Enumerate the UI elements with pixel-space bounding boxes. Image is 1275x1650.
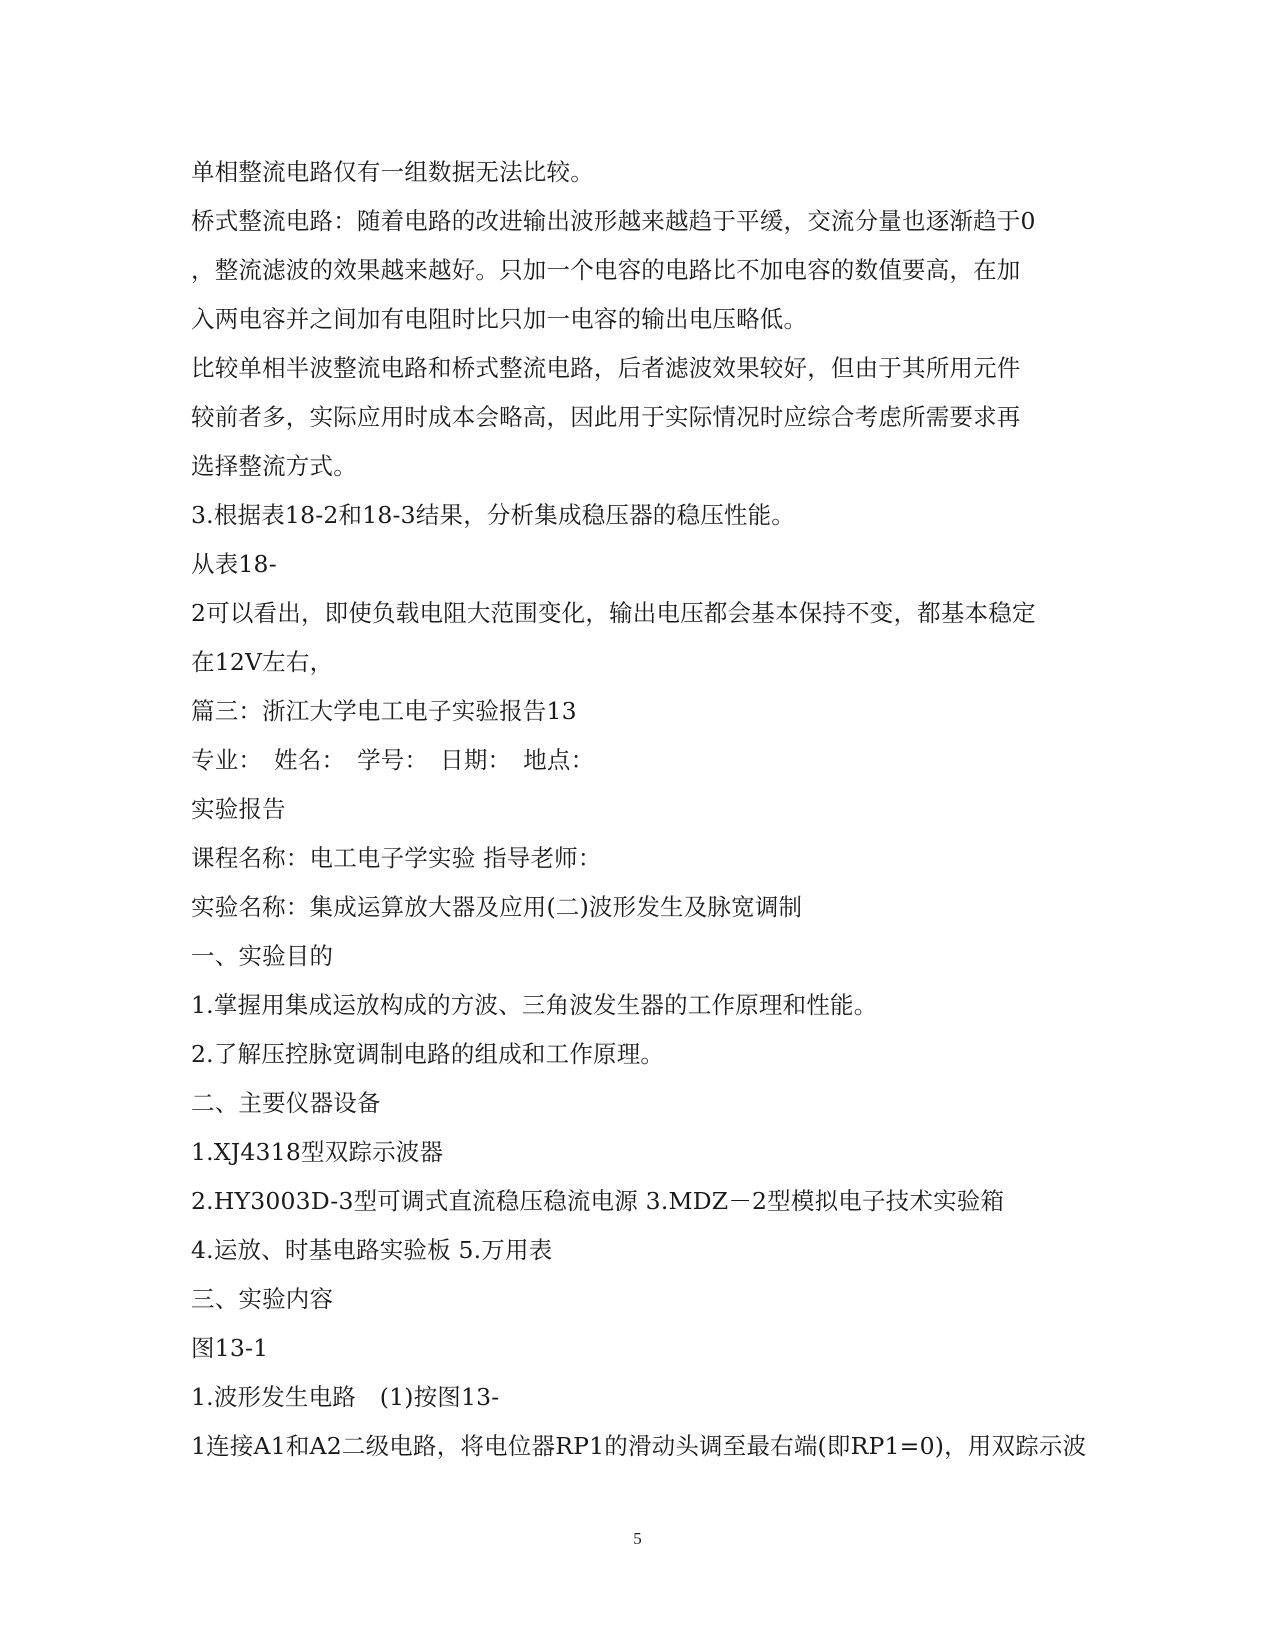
info-fields: 专业： 姓名： 学号： 日期： 地点：	[191, 746, 595, 774]
body-text	[191, 148, 1087, 1471]
text-line: 在12V左右，	[191, 648, 334, 676]
text-line: 桥式整流电路：随着电路的改进输出波形越来越趋于平缓，交流分量也逐渐趋于0	[191, 207, 1036, 235]
text-line: 2可以看出，即使负载电阻大范围变化，输出电压都会基本保持不变，都基本稳定	[191, 599, 1036, 627]
text-line: 3.根据表18-2和18-3结果，分析集成稳压器的稳压性能。	[191, 501, 796, 529]
text-line: 选择整流方式。	[191, 452, 357, 480]
text-line: 较前者多，实际应用时成本会略高，因此用于实际情况时应综合考虑所需要求再	[191, 403, 1021, 431]
report-title: 实验报告	[191, 795, 286, 823]
section-heading: 一、实验目的	[191, 942, 334, 970]
text-line: 1.波形发生电路 (1)按图13-	[191, 1383, 500, 1411]
experiment-name: 实验名称：集成运算放大器及应用(二)波形发生及脉宽调制	[191, 893, 803, 921]
section-heading: 篇三：浙江大学电工电子实验报告13	[191, 697, 577, 725]
text-line: 入两电容并之间加有电阻时比只加一电容的输出电压略低。	[191, 305, 808, 333]
text-line: 2.了解压控脉宽调制电路的组成和工作原理。	[191, 1040, 665, 1068]
text-line: 1连接A1和A2二级电路，将电位器RP1的滑动头调至最右端(即RP1=0)，用双踪示波	[191, 1432, 1087, 1460]
page-number: 5	[633, 1529, 642, 1548]
text-line: 2.HY3003D-3型可调式直流稳压稳流电源 3.MDZ－2型模拟电子技术实验箱	[191, 1187, 1005, 1215]
text-line: 单相整流电路仅有一组数据无法比较。	[191, 158, 594, 186]
text-line: 4.运放、时基电路实验板 5.万用表	[191, 1236, 553, 1264]
section-heading: 三、实验内容	[191, 1285, 334, 1313]
text-line: 比较单相半波整流电路和桥式整流电路，后者滤波效果较好，但由于其所用元件	[191, 354, 1021, 382]
text-line: 1.掌握用集成运放构成的方波、三角波发生器的工作原理和性能。	[191, 991, 878, 1019]
course-name: 课程名称：电工电子学实验 指导老师：	[191, 844, 602, 872]
text-line: 1.XJ4318型双踪示波器	[191, 1138, 444, 1166]
text-line: 从表18-	[191, 550, 277, 578]
section-heading: 二、主要仪器设备	[191, 1089, 381, 1117]
figure-caption: 图13-1	[191, 1334, 269, 1362]
text-line: ，整流滤波的效果越来越好。只加一个电容的电路比不加电容的数值要高，在加	[191, 256, 1021, 284]
